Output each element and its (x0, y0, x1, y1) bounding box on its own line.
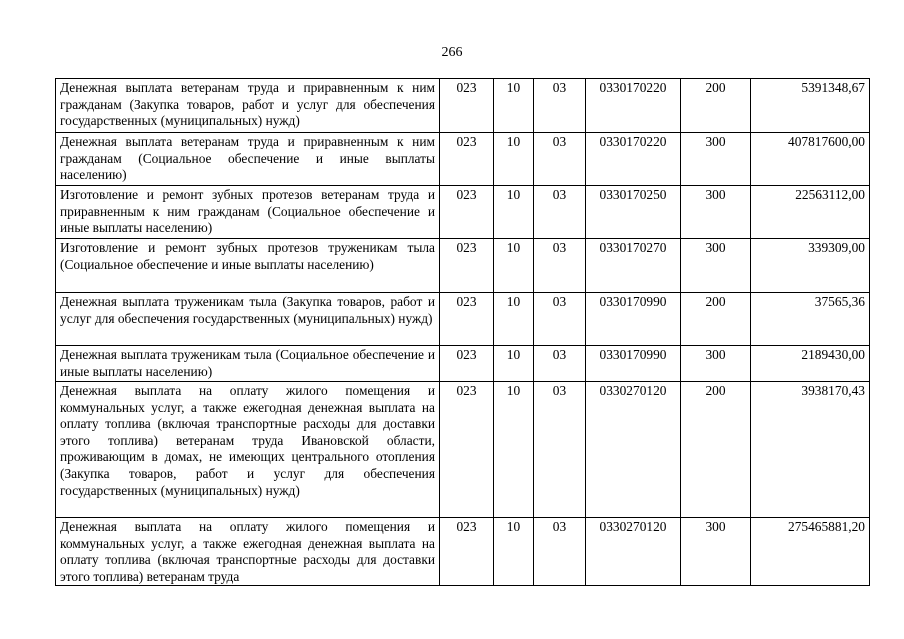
amount: 339309,00 (751, 239, 870, 293)
target-article-code: 0330170270 (586, 239, 681, 293)
expense-type-code: 300 (681, 239, 751, 293)
amount: 275465881,20 (751, 518, 870, 586)
amount: 3938170,43 (751, 382, 870, 518)
ministry-code: 023 (440, 346, 494, 382)
expense-type-code: 200 (681, 79, 751, 133)
row-description: Денежная выплата ветеранам труда и приравненным к ним гражданам (Закупка товаров, работ и услуг для обеспечения государственных (муниципальных) нужд) (56, 79, 440, 133)
table-row (56, 293, 870, 346)
section-code: 10 (494, 133, 534, 186)
amount: 37565,36 (751, 293, 870, 346)
table-row (56, 346, 870, 382)
ministry-code: 023 (440, 133, 494, 186)
amount: 22563112,00 (751, 186, 870, 239)
section-code: 10 (494, 239, 534, 293)
target-article-code: 0330170220 (586, 133, 681, 186)
target-article-code: 0330270120 (586, 382, 681, 518)
ministry-code: 023 (440, 79, 494, 133)
ministry-code: 023 (440, 186, 494, 239)
section-code: 10 (494, 186, 534, 239)
amount: 5391348,67 (751, 79, 870, 133)
target-article-code: 0330170990 (586, 346, 681, 382)
expense-type-code: 200 (681, 293, 751, 346)
row-description: Денежная выплата труженикам тыла (Социальное обеспечение и иные выплаты населению) (56, 346, 440, 382)
row-description: Денежная выплата на оплату жилого помещения и коммунальных услуг, а также ежегодная денежная выплата на оплату топлива (включая транспортные расходы для доставки этого топлива) ветеранам труда Ивановской области, проживающим в домах, не имеющих центрального отопления (Закупка товаров, работ и услуг для обеспечения государственных (муниципальных) нужд) (56, 382, 440, 518)
target-article-code: 0330170990 (586, 293, 681, 346)
expense-type-code: 300 (681, 186, 751, 239)
table-row (56, 518, 870, 586)
amount: 2189430,00 (751, 346, 870, 382)
subsection-code: 03 (534, 239, 586, 293)
table-row (56, 382, 870, 518)
amount: 407817600,00 (751, 133, 870, 186)
section-code: 10 (494, 79, 534, 133)
ministry-code: 023 (440, 518, 494, 586)
target-article-code: 0330270120 (586, 518, 681, 586)
target-article-code: 0330170220 (586, 79, 681, 133)
subsection-code: 03 (534, 79, 586, 133)
section-code: 10 (494, 382, 534, 518)
section-code: 10 (494, 346, 534, 382)
budget-table (55, 78, 870, 586)
ministry-code: 023 (440, 382, 494, 518)
section-code: 10 (494, 518, 534, 586)
ministry-code: 023 (440, 293, 494, 346)
subsection-code: 03 (534, 293, 586, 346)
table-row (56, 239, 870, 293)
section-code: 10 (494, 293, 534, 346)
table-row (56, 79, 870, 133)
subsection-code: 03 (534, 346, 586, 382)
row-description: Денежная выплата труженикам тыла (Закупка товаров, работ и услуг для обеспечения государственных (муниципальных) нужд) (56, 293, 440, 346)
table-row (56, 133, 870, 186)
subsection-code: 03 (534, 133, 586, 186)
expense-type-code: 300 (681, 518, 751, 586)
expense-type-code: 300 (681, 133, 751, 186)
row-description: Денежная выплата на оплату жилого помещения и коммунальных услуг, а также ежегодная денежная выплата на оплату топлива (включая транспортные расходы для доставки этого топлива) ветеранам труда (56, 518, 440, 586)
row-description: Денежная выплата ветеранам труда и приравненным к ним гражданам (Социальное обеспечение и иные выплаты населению) (56, 133, 440, 186)
row-description: Изготовление и ремонт зубных протезов ветеранам труда и приравненным к ним гражданам (Социальное обеспечение и иные выплаты населению) (56, 186, 440, 239)
subsection-code: 03 (534, 186, 586, 239)
subsection-code: 03 (534, 518, 586, 586)
subsection-code: 03 (534, 382, 586, 518)
expense-type-code: 200 (681, 382, 751, 518)
row-description: Изготовление и ремонт зубных протезов труженикам тыла (Социальное обеспечение и иные выплаты населению) (56, 239, 440, 293)
table-row (56, 186, 870, 239)
page-number: 266 (441, 45, 463, 60)
expense-type-code: 300 (681, 346, 751, 382)
target-article-code: 0330170250 (586, 186, 681, 239)
ministry-code: 023 (440, 239, 494, 293)
